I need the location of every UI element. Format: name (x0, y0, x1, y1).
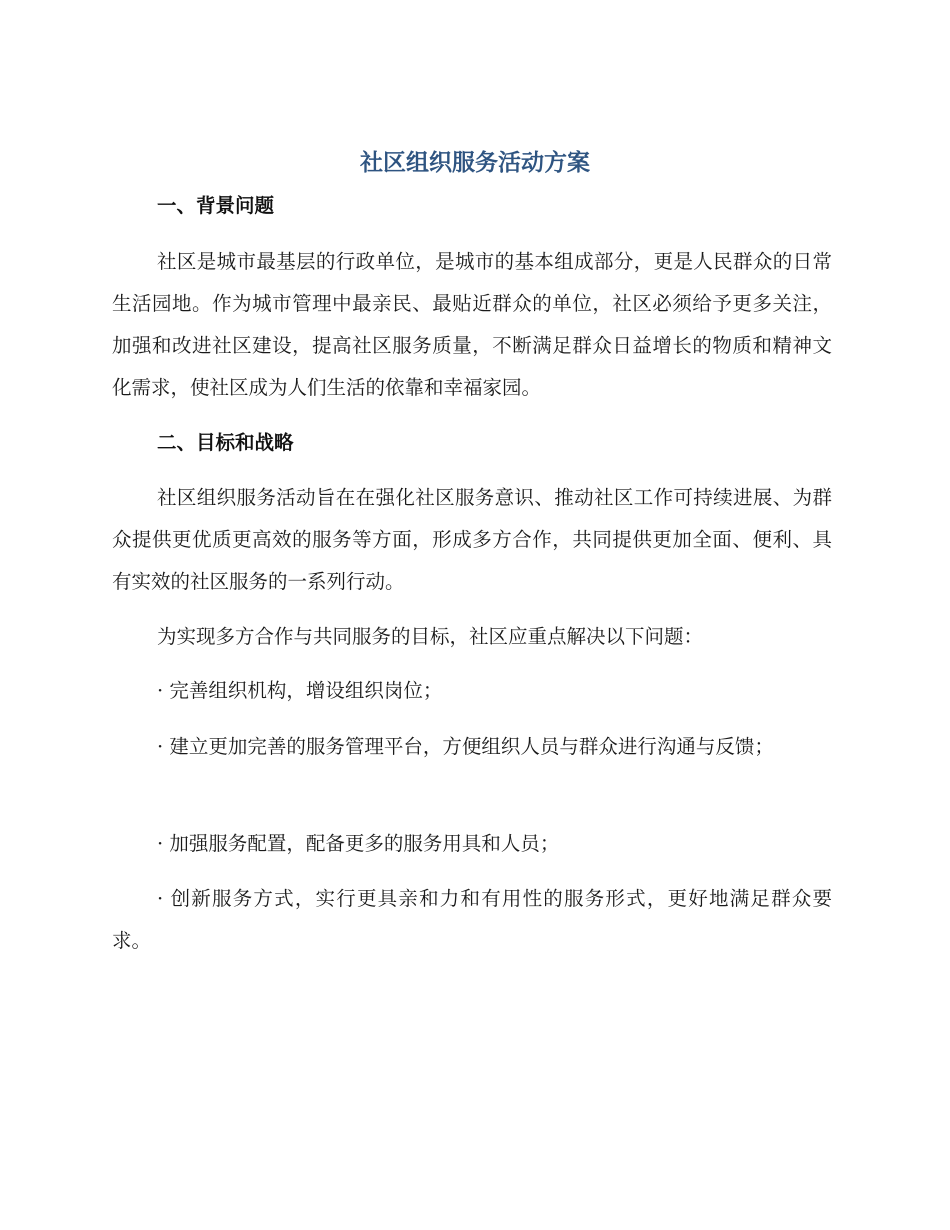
goals-paragraph: 社区组织服务活动旨在在强化社区服务意识、推动社区工作可持续进展、为群众提供更优质更高效的服务等方面，形成多方合作，共同提供更加全面、便利、具有实效的社区服务的一系列行动。 (112, 486, 832, 593)
problems-intro-paragraph: 为实现多方合作与共同服务的目标，社区应重点解决以下问题： (157, 625, 704, 648)
bullet-item: · 完善组织机构，增设组织岗位； (157, 679, 443, 702)
background-paragraph: 社区是城市最基层的行政单位，是城市的基本组成部分，更是人民群众的日常生活园地。作为城市管理中最亲民、最贴近群众的单位，社区必须给予更多关注，加强和改进社区建设，提高社区服务质量，不断满足群众日益增长的物质和精神文化需求，使社区成为人们生活的依靠和幸福家园。 (112, 250, 832, 399)
section-heading-goals: 二、目标和战略 (157, 431, 294, 454)
bullet-item: · 创新服务方式，实行更具亲和力和有用性的服务形式，更好地满足群众要求。 (112, 887, 832, 952)
bullet-item: · 建立更加完善的服务管理平台，方便组织人员与群众进行沟通与反馈； (157, 735, 774, 758)
bullet-item: · 加强服务配置，配备更多的服务用具和人员； (157, 832, 560, 855)
section-heading-background: 一、背景问题 (157, 194, 275, 217)
document-title: 社区组织服务活动方案 (360, 150, 590, 176)
